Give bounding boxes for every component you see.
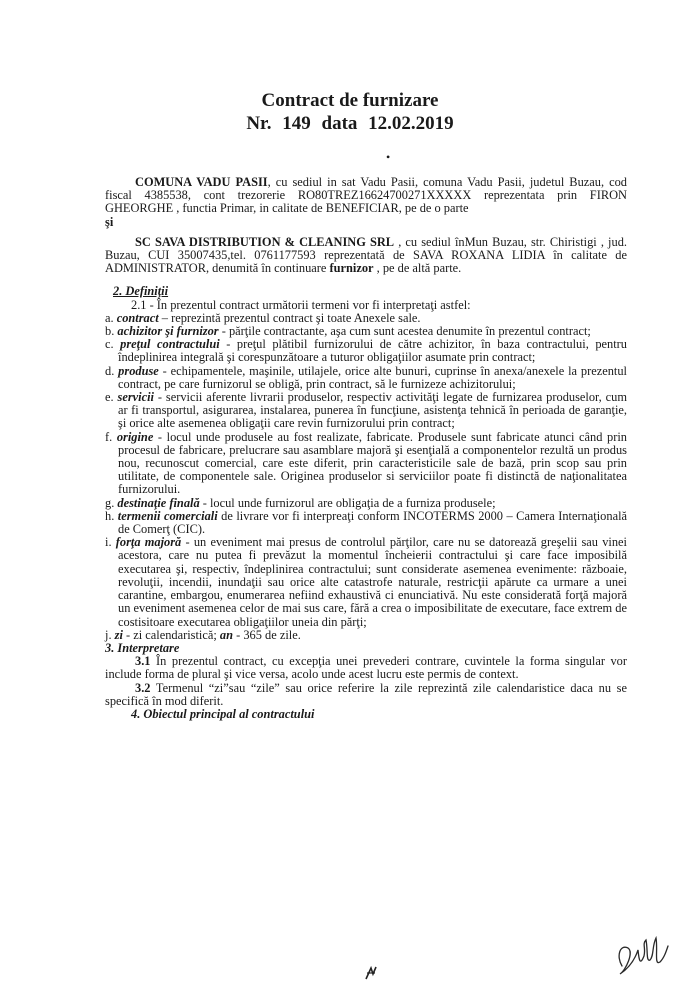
dot-mark: • — [386, 150, 391, 164]
clause-3-2 — [105, 682, 627, 708]
and-connector — [105, 216, 627, 229]
party1-name: COMUNA VADU PASII — [135, 175, 268, 189]
definition-item — [105, 431, 627, 497]
clause-number: 3.2 — [135, 680, 151, 695]
definition-prefix: c. — [105, 337, 121, 352]
definition-prefix: b. — [105, 324, 118, 339]
document-title: Contract de furnizare — [261, 90, 439, 111]
nr-label: Nr. — [246, 113, 272, 134]
definition-item — [105, 510, 627, 536]
stamp-mark-icon — [364, 965, 378, 981]
contract-number: 149 — [282, 113, 311, 134]
document-number-line — [0, 113, 700, 135]
definition-item — [105, 536, 627, 628]
definition-text: - părţile contractante, aşa cum sunt acestea denumite în prezentul contract; — [218, 324, 591, 339]
date-label: data — [321, 113, 358, 134]
definition-term: servicii — [117, 390, 154, 405]
section-3-heading: 3. Interpretare — [105, 640, 180, 655]
section-2-intro: 2.1 - În prezentul contract următorii termeni vor fi interpretaţi astfel: — [131, 297, 471, 312]
definition-term: forţa majoră — [115, 535, 182, 550]
definition-item-j — [105, 629, 627, 642]
section-2-heading: 2. Definiţii — [113, 284, 169, 299]
party1-paragraph — [105, 176, 627, 216]
definition-text: - 365 de zile. — [233, 627, 301, 642]
definition-term: termenii comerciali — [117, 508, 218, 523]
definition-prefix: h. — [105, 508, 118, 523]
definition-text: – reprezintă prezentul contract şi toate Anexele sale. — [158, 310, 421, 325]
definition-item — [105, 338, 627, 364]
party2-paragraph — [105, 236, 627, 276]
party2-text: , cu sediul înMun Buzau, str. Chiristigi , jud. Buzau, CUI 35007435,tel. 0761177593 reprezentată de SAVA ROXANA LIDIA în calitate de ADMINISTRATOR, denumită în continuare — [105, 234, 627, 276]
definition-term: produse — [118, 363, 159, 378]
definition-text: - servicii aferente livrarii produselor, respectiv activităţi legate de furnizarea produselor, cum ar fi transportul, asigurarea, instalarea, punerea în funcţiune, asistenţa tehnică în perioada de garanţie, şi orice alte asemenea obligaţii care revin furnizorului prin contract; — [118, 390, 627, 431]
definition-item — [105, 365, 627, 391]
definition-text: - un eveniment mai presus de controlul părţilor, care nu se datorează greşelii sau vinei acestora, care nu putea fi prevăzut la momentul încheierii contractului şi care face imposibilă executarea şi, respectiv, îndeplinirea contractului; sunt considerate asemenea evenimente: războaie, revoluţii, incendii, inundaţii sau orice alte catastrofe naturale, restricţii apărute ca urmare a unei carantine, embargou, enumerarea nefiind exhaustivă ci enunciativă. Nu este considerată forţă majoră un eveniment asemenea celor de mai sus care, fără a crea o imposibilitate de executare, face extrem de costisitoare executarea obligaţiilor uneia din părţi; — [118, 535, 627, 629]
definition-text: - locul unde furnizorul are obligaţia de a furniza produsele; — [199, 495, 496, 510]
and-text: şi — [105, 214, 114, 229]
clause-text: În prezentul contract, cu excepţia unei prevederi contrare, cuvintele la forma singular vor include forma de plural şi vice versa, acolo unde acest lucru este permis de context. — [105, 654, 627, 682]
definition-term: an — [219, 627, 234, 642]
definition-term: zi — [114, 627, 123, 642]
definition-term: preţul contractului — [120, 337, 220, 352]
definition-term: contract — [116, 310, 159, 325]
definition-prefix: d. — [105, 363, 119, 378]
party2-role: furnizor — [329, 261, 374, 276]
definition-prefix: i. — [105, 535, 116, 550]
contract-body — [105, 176, 627, 721]
definition-term: destinaţie finală — [117, 495, 200, 510]
definition-text: - zi calendaristică; — [122, 627, 220, 642]
definition-prefix: f. — [105, 429, 117, 444]
party2-end: , pe de altă parte. — [373, 261, 462, 276]
definition-text: de livrare vor fi interpreaţi conform INCOTERMS 2000 – Camera Internaţională de Comerţ (CIC). — [118, 508, 628, 537]
section-4-heading: 4. Obiectul principal al contractului — [131, 706, 315, 721]
party2-name: SC SAVA DISTRIBUTION & CLEANING SRL — [135, 234, 395, 249]
definition-term: achizitor şi furnizor — [117, 324, 219, 339]
party1-text: , cu sediul in sat Vadu Pasii, comuna Vadu Pasii, judetul Buzau, cod fiscal 4385538, cont trezorerie RO80TREZ16624700271XXXXX reprezentata prin FIRON GHEORGHE , functia Primar, in calitate de BENEFICIAR, pe de o parte — [105, 175, 627, 216]
definition-prefix: a. — [105, 310, 117, 325]
signature-icon — [612, 926, 672, 982]
definition-term: origine — [116, 429, 154, 444]
clause-number: 3.1 — [135, 654, 151, 669]
definition-prefix: j. — [105, 627, 115, 642]
definition-prefix: g. — [105, 495, 118, 510]
definitions-list — [105, 312, 627, 642]
definition-text: - preţul plătibil furnizorului de către achizitor, în baza contractului, pentru îndeplinirea integrală şi corespunzătoare a tuturor obligaţiilor asumate prin contract; — [118, 337, 627, 365]
definition-text: - echipamentele, maşinile, utilajele, orice alte bunuri, cuprinse în anexa/anexele la prezentul contract, pe care furnizorul se obligă, prin contract, să le furnizeze achizitorului; — [118, 363, 627, 391]
contract-date: 12.02.2019 — [368, 113, 454, 134]
clause-3-1 — [105, 655, 627, 681]
definition-item — [105, 391, 627, 431]
definition-text: - locul unde produsele au fost realizate, fabricate. Produsele sunt fabricate atunci când prin procesul de fabricare, prelucrare sau asamblare majoră şi esenţială a componentelor rezultă un produs nou, recunoscut comercial, care este diferit, prin caracteristicile sale de bază, prin scop sau prin utilitate, de componentele sale. Originea produselor si serviciilor poate fi distinctă de naţionalitatea furnizorului. — [118, 429, 628, 497]
clause-text: Termenul “zi”sau “zile” sau orice referire la zile reprezintă zile calendaristice daca nu se specifică în mod diferit. — [105, 680, 627, 708]
definition-prefix: e. — [105, 390, 118, 405]
